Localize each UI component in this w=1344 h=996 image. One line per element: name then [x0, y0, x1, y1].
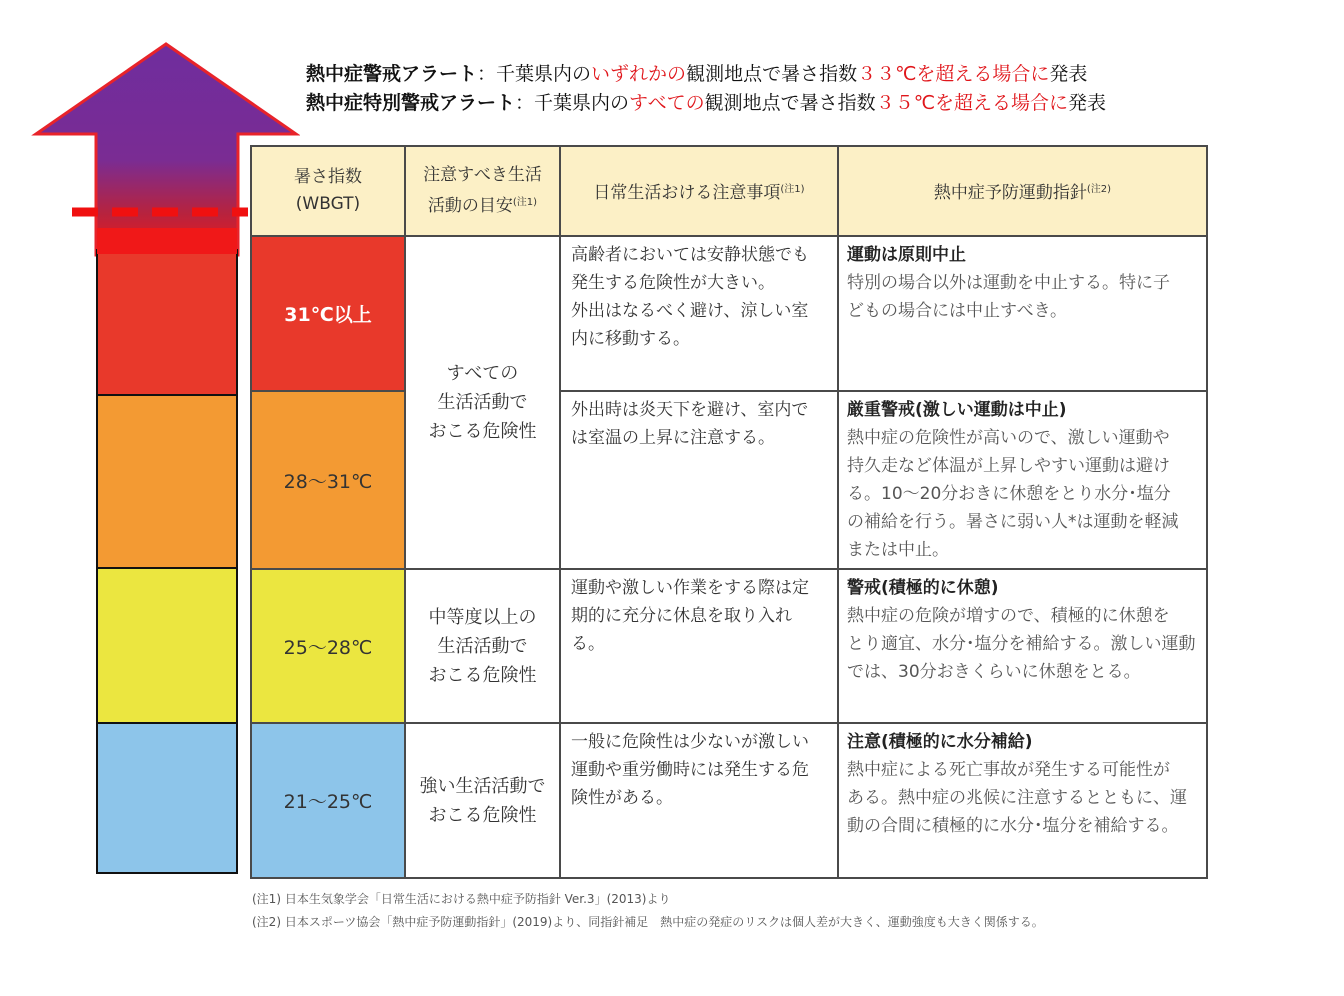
- table-row: [251, 236, 1207, 391]
- table-row: [251, 391, 1207, 569]
- bar-top-red: [97, 228, 237, 254]
- special-alert-label: 熱中症特別警戒アラート: [306, 92, 516, 114]
- header-wbgt: 暑さ指数 (WBGT): [251, 146, 405, 236]
- sport-cell: 警戒(積極的に休憩) 熱中症の危険が増すので、積極的に休憩を とり適宜、水分･塩分を補給する。激しい運動 では、30分おきくらいに休憩をとる。: [838, 569, 1207, 723]
- level-cell: 28～31℃: [251, 391, 405, 569]
- header-sport: 熱中症予防運動指針$^{(注2)}$: [838, 146, 1207, 236]
- sport-cell: 注意(積極的に水分補給) 熱中症による死亡事故が発生する可能性が ある。熱中症の兆候に注意するとともに、運 動の合間に積極的に水分･塩分を補給する。: [838, 723, 1207, 878]
- daily-cell: 高齢者においては安静状態でも 発生する危険性が大きい。 外出はなるべく避け、涼しい室 内に移動する。: [560, 236, 838, 391]
- daily-cell: 運動や激しい作業をする際は定 期的に充分に休息を取り入れ る。: [560, 569, 838, 723]
- bar-red: [97, 250, 237, 395]
- sport-cell: 運動は原則中止 特別の場合以外は運動を中止する。特に子 どもの場合には中止すべき。: [838, 236, 1207, 391]
- bar-blue: [97, 723, 237, 873]
- table-header-row: [251, 146, 1207, 236]
- level-cell: 25～28℃: [251, 569, 405, 723]
- level-cell: 31℃以上: [251, 236, 405, 391]
- level-cell: 21～25℃: [251, 723, 405, 878]
- alert-line-1: 熱中症警戒アラート：千葉県内のいずれかの観測地点で暑さ指数３３℃を超える場合に発表: [306, 63, 1088, 85]
- alert-label: 熱中症警戒アラート: [306, 63, 478, 85]
- alert-descriptions: [306, 60, 1106, 118]
- footnotes: [252, 888, 1044, 934]
- sport-cell: 厳重警戒(激しい運動は中止) 熱中症の危険性が高いので、激しい運動や 持久走など体温が上昇しやすい運動は避け る。10～20分おきに休憩をとり水分･塩分 の補給を行う。暑さに弱い人*は運動を軽減 または中止。: [838, 391, 1207, 569]
- header-guide: 注意すべき生活 活動の目安$^{(注1)}$: [405, 146, 560, 236]
- daily-cell: 外出時は炎天下を避け、室内で は室温の上昇に注意する。: [560, 391, 838, 569]
- header-daily: 日常生活おける注意事項$^{(注1)}$: [560, 146, 838, 236]
- heat-index-table: [250, 145, 1208, 879]
- daily-cell: 一般に危険性は少ないが激しい 運動や重労働時には発生する危 険性がある。: [560, 723, 838, 878]
- bar-orange: [97, 395, 237, 568]
- guide-cell: すべての 生活活動で おこる危険性: [405, 236, 560, 569]
- table-row: [251, 723, 1207, 878]
- guide-cell: 強い生活活動で おこる危険性: [405, 723, 560, 878]
- guide-cell: 中等度以上の 生活活動で おこる危険性: [405, 569, 560, 723]
- alert-line-2: 熱中症特別警戒アラート：千葉県内のすべての観測地点で暑さ指数３５℃を超える場合に発表: [306, 92, 1107, 114]
- footnote-1: (注1) 日本生気象学会「日常生活における熱中症予防指針 Ver.3」(2013)より: [252, 892, 671, 906]
- bar-yellow: [97, 568, 237, 723]
- table-row: [251, 569, 1207, 723]
- footnote-2: (注2) 日本スポーツ協会「熱中症予防運動指針」(2019)より、同指針補足 熱中症の発症のリスクは個人差が大きく、運動強度も大きく関係する。: [252, 915, 1044, 929]
